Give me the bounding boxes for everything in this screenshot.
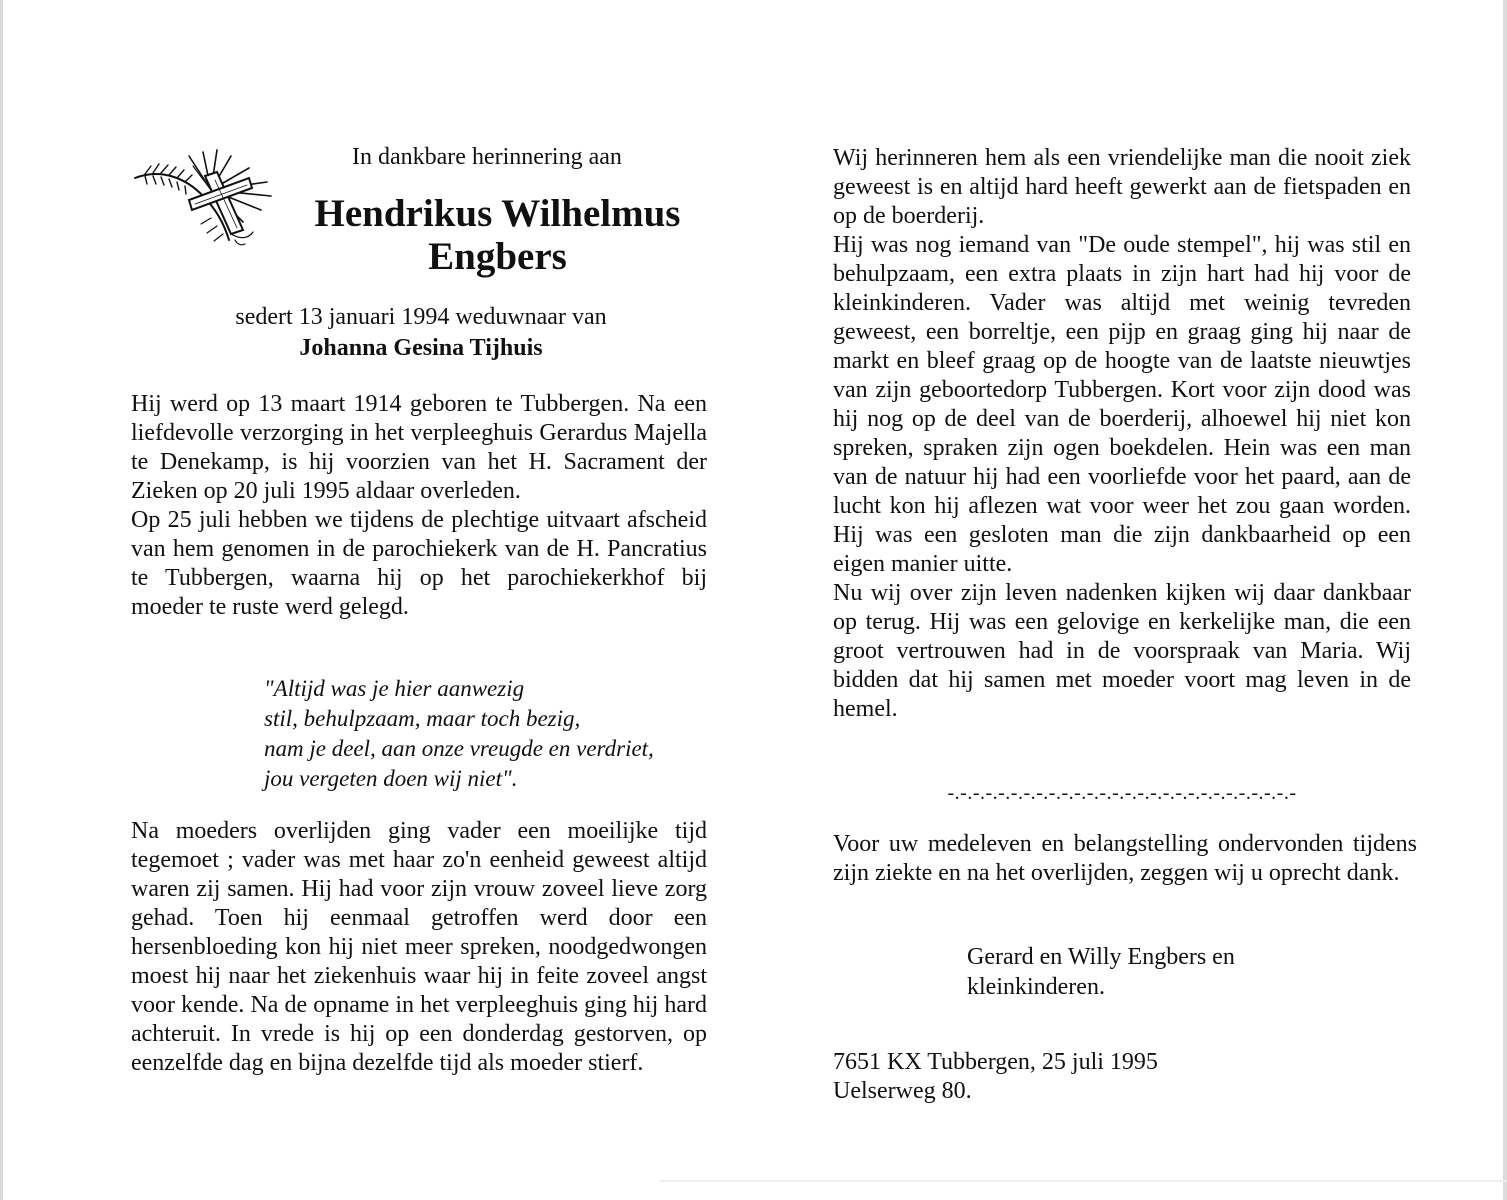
signers-line-2: kleinkinderen. xyxy=(967,974,1105,1000)
address-line-1: 7651 KX Tubbergen, 25 juli 1995 xyxy=(833,1049,1158,1075)
biography-paragraph: Hij werd op 13 maart 1914 geboren te Tubbergen. Na een liefdevolle verzorging in het verpleeghuis Gerardus Majella te Denekamp, is hij voorzien van het H. Sacrament der Zieken op 20 juli 1995 aldaar overleden. xyxy=(131,391,707,504)
address xyxy=(833,1048,1158,1106)
signers xyxy=(967,942,1235,1002)
poem-line: jou vergeten doen wij niet". xyxy=(264,766,518,791)
scan-edge-left xyxy=(0,0,3,1200)
widower-block xyxy=(131,302,711,364)
dotted-divider: -.-.-.-.-.-.-.-.-.-.-.-.-.-.-.-.-.-.-.-.-.-.-.-.-.-.-.- xyxy=(947,782,1297,804)
faith-paragraph: Nu wij over zijn leven nadenken kijken wij daar dankbaar op terug. Hij was een gelovige en kerkelijke man, die een groot vertrouwen had in de voorspraak van Maria. Wij bidden dat hij samen met moeder voort mag leven in de hemel. xyxy=(833,580,1411,722)
poem xyxy=(264,674,724,794)
character-paragraph: Hij was nog iemand van "De oude stempel", hij was stil en behulpzaam, een extra plaats in zijn hart had hij voor de kleinkinderen. Vader was altijd met weinig tevreden geweest, een borreltje, een pijp en graag ging hij naar de markt en bleef graag op de hoogte van de laatste nieuwtjes van zijn geboortedorp Tubbergen. Kort voor zijn dood was hij nog op de deel van de boerderij, alhoewel hij niet kon spreken, spraken zijn ogen boekdelen. Hein was een man van de natuur hij had een voorliefde voor het paard, aan de lucht kon hij aflezen wat voor weer het zou gaan worden. Hij was een gesloten man die zijn dankbaarheid op een eigen manier uitte. xyxy=(833,232,1411,577)
poem-line: stil, behulpzaam, maar toch bezig, xyxy=(264,706,581,731)
poem-line: "Altijd was je hier aanwezig xyxy=(264,676,525,701)
intro-text: In dankbare herinnering aan xyxy=(352,144,622,170)
poem-line: nam je deel, aan onze vreugde en verdriet, xyxy=(264,736,654,761)
widower-line: sedert 13 januari 1994 weduwnaar van xyxy=(235,304,607,330)
scan-edge-right xyxy=(1503,0,1507,1200)
spouse-name: Johanna Gesina Tijhuis xyxy=(299,335,543,361)
remembrance-paragraph: Wij herinneren hem als een vriendelijke man die nooit ziek geweest is en altijd hard heeft gewerkt aan de fietspaden en op de boerderij. xyxy=(833,145,1411,229)
signers-line-1: Gerard en Willy Engbers en xyxy=(967,944,1235,970)
remembrance-block xyxy=(833,144,1411,724)
later-life-paragraph: Na moeders overlijden ging vader een moeilijke tijd tegemoet ; vader was met haar zo'n eenheid geweest altijd waren zij samen. Hij had voor zijn vrouw zoveel lieve zorg gehad. Toen hij eenmaal getroffen werd door een hersenbloeding kon hij niet meer spreken, noodgedwongen moest hij naar het ziekenhuis waar hij in feite zoveel angst voor kende. Na de opname in het verpleeghuis ging hij hard achteruit. In vrede is hij op een donderdag gestorven, op eenzelfde dag en bijna dezelfde tijd als moeder stierf. xyxy=(131,818,707,1076)
address-line-2: Uelserweg 80. xyxy=(833,1078,972,1104)
name-line-1: Hendrikus Wilhelmus xyxy=(314,192,681,235)
funeral-paragraph: Op 25 juli hebben we tijdens de plechtige uitvaart afscheid van hem genomen in de parochiekerk van de H. Pancratius te Tubbergen, waarna hij op het parochiekerkhof bij moeder te ruste werd gelegd. xyxy=(131,507,707,620)
name-line-2: Engbers xyxy=(428,235,567,278)
deceased-name xyxy=(270,192,725,278)
biography-block xyxy=(131,390,707,622)
cross-palm-icon xyxy=(131,148,276,248)
scan-edge-bottom xyxy=(660,1180,1507,1182)
thanks-paragraph: Voor uw medeleven en belangstelling ondervonden tijdens zijn ziekte en na het overlijden, zeggen wij u oprecht dank. xyxy=(833,831,1417,886)
